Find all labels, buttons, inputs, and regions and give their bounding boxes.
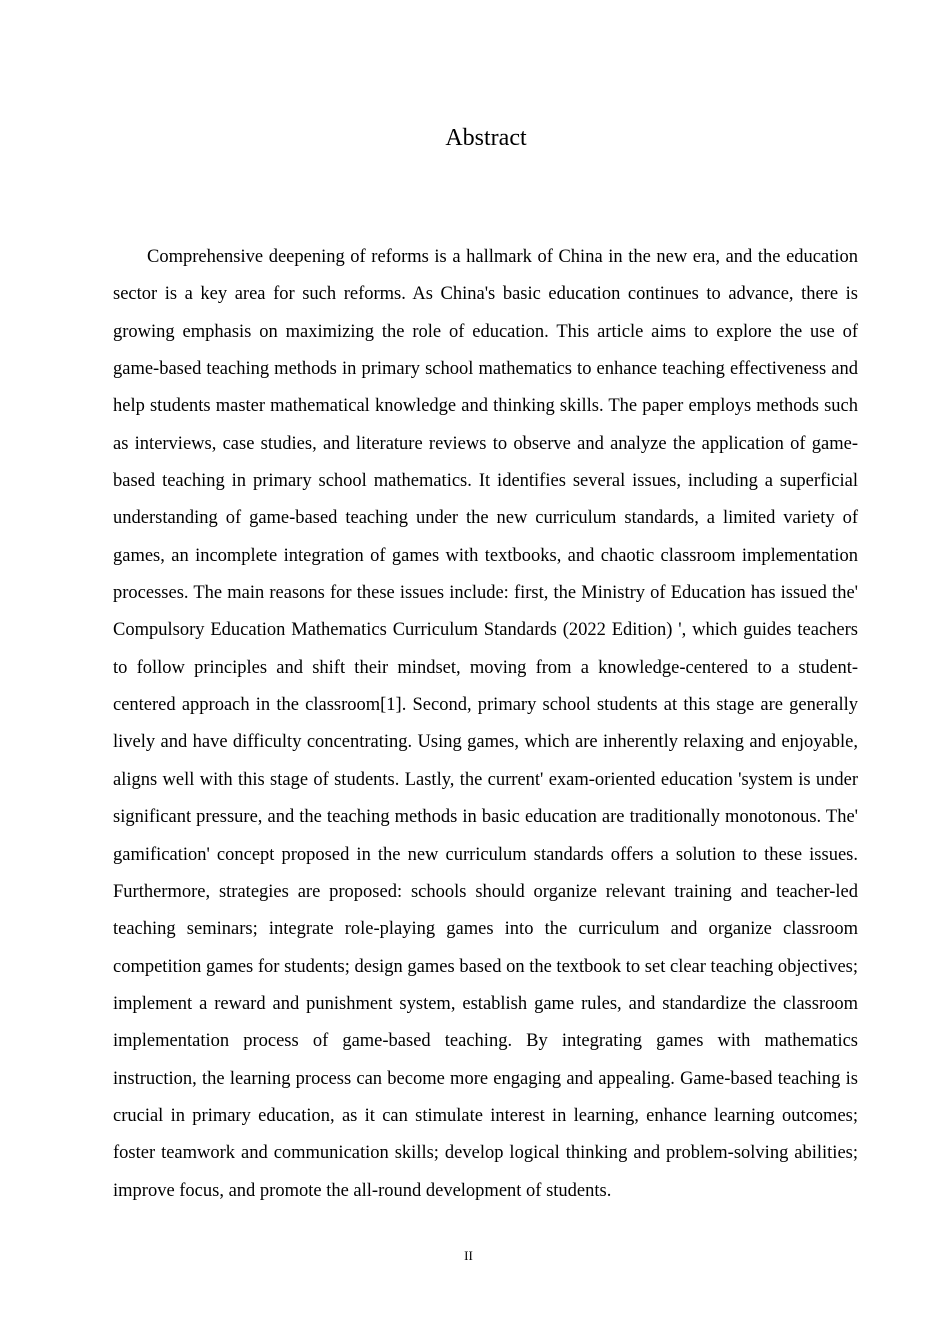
page-title: Abstract <box>445 125 527 151</box>
page-number: II <box>464 1248 473 1263</box>
abstract-paragraph: Comprehensive deepening of reforms is a hallmark of China in the new era, and the education sector is a key area for such reforms. As China's basic education continues to advance, there is growing emphasis on maximizing the role of education. This article aims to explore the use of game-based teaching methods in primary school mathematics to enhance teaching effectiveness and help students master mathematical knowledge and thinking skills. The paper employs methods such as interviews, case studies, and literature reviews to observe and analyze the application of game-based teaching in primary school mathematics. It identifies several issues, including a superficial understanding of game-based teaching under the new curriculum standards, a limited variety of games, an incomplete integration of games with textbooks, and chaotic classroom implementation processes. The main reasons for these issues include: first, the Ministry of Education has issued the' Compulsory Education Mathematics Curriculum Standards (2022 Edition) ', which guides teachers to follow principles and shift their mindset, moving from a knowledge-centered to a student-centered approach in the classroom[1]. Second, primary school students at this stage are generally lively and have difficulty concentrating. Using games, which are inherently relaxing and enjoyable, aligns well with this stage of students. Lastly, the current' exam-oriented education 'system is under significant pressure, and the teaching methods in basic education are traditionally monotonous. The' gamification' concept proposed in the new curriculum standards offers a solution to these issues. Furthermore, strategies are proposed: schools should organize relevant training and teacher-led teaching seminars; integrate role-playing games into the curriculum and organize classroom competition games for students; design games based on the textbook to set clear teaching objectives; implement a reward and punishment system, establish game rules, and standardize the classroom implementation process of game-based teaching. By integrating games with mathematics instruction, the learning process can become more engaging and appealing. Game-based teaching is crucial in primary education, as it can stimulate interest in learning, enhance learning outcomes; foster teamwork and communication skills; develop logical thinking and problem-solving abilities; improve focus, and promote the all-round development of students. <box>113 247 858 1201</box>
